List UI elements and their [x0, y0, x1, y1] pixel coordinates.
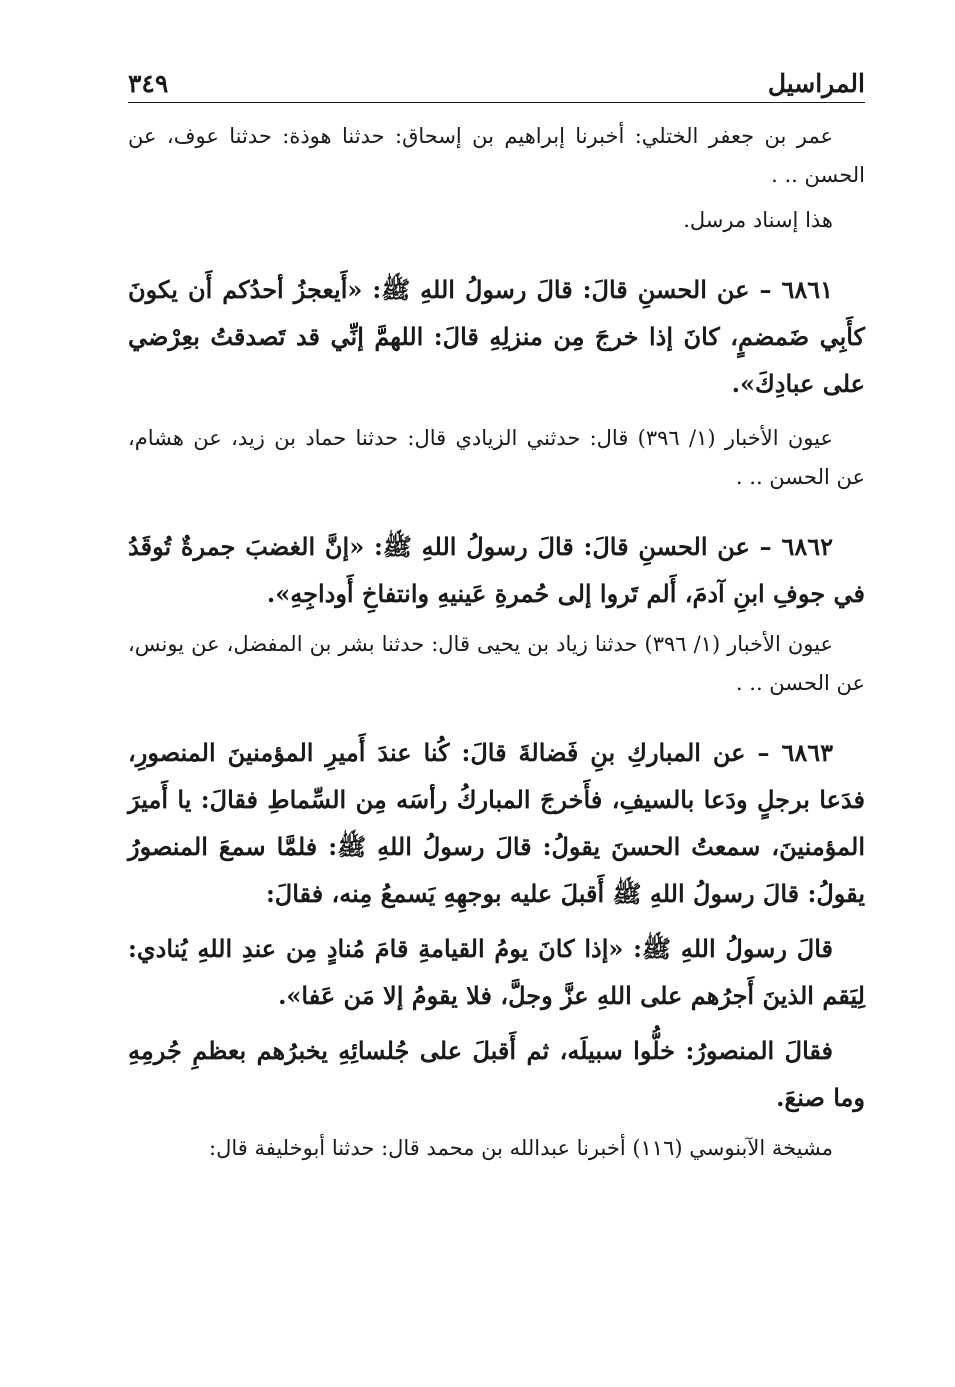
source-note: عيون الأخبار (١/ ٣٩٦) حدثنا زياد بن يحيى قال: حدثنا بشر بن المفضل، عن يونس، عن الحسن .. . — [128, 632, 865, 695]
hadith-continuation: قالَ رسولُ اللهِ ﷺ: «إذا كانَ يومُ القيامةِ قامَ مُنادٍ مِن عندِ اللهِ يُنادي: لِيَقم الذينَ أَجرُهم على اللهِ عزَّ وجلَّ، فلا يقومُ إلا مَن عَفا». — [128, 934, 865, 1010]
hadith-6862: ٦٨٦٢ – عن الحسنِ قالَ: قالَ رسولُ اللهِ ﷺ: «إنَّ الغضبَ جمرةٌ تُوقَدُ في جوفِ ابنِ آدمَ، أَلم تَروا إلى حُمرةِ عَينيهِ وانتفاخِ أَوداجِهِ». — [128, 532, 865, 608]
hadith-6861: ٦٨٦١ – عن الحسنِ قالَ: قالَ رسولُ اللهِ ﷺ: «أَيعجزُ أحدُكم أَن يكونَ كأَبِي ضَمضمٍ، كانَ إذا خرجَ مِن منزلِهِ قالَ: اللهمَّ إنِّي قد تَصدقتُ بعِرْضي على عبادِكَ». — [128, 275, 865, 398]
isnad-note: هذا إسناد مرسل. — [683, 208, 833, 232]
running-header — [128, 58, 865, 103]
hadith-6863: ٦٨٦٣ – عن المباركِ بنِ فَضالةَ قالَ: كُنا عندَ أَميرِ المؤمنينَ المنصورِ، فدَعا برجلٍ ودَعا بالسيفِ، فأَخرجَ المباركُ رأسَه مِن السِّماطِ فقالَ: يا أَميرَ المؤمنينَ، سمعتُ الحسنَ يقولُ: قالَ رسولُ اللهِ ﷺ: فلمَّا سمعَ المنصورُ يقولُ: قالَ رسولُ اللهِ ﷺ أَقبلَ عليه بوجهِهِ يَسمعُ مِنه، فقالَ: — [128, 738, 866, 908]
running-title: المراسيل — [767, 69, 865, 98]
source-note: عمر بن جعفر الختلي: أخبرنا إبراهيم بن إسحاق: حدثنا هوذة: حدثنا عوف، عن الحسن .. . — [128, 124, 865, 187]
book-page — [128, 58, 865, 1168]
source-note: مشيخة الآبنوسي (١١٦) أخبرنا عبدالله بن محمد قال: حدثنا أبوخليفة قال: — [209, 1136, 833, 1160]
page-number: ٣٤٩ — [128, 69, 169, 98]
hadith-continuation: فقالَ المنصورُ: خلُّوا سبيلَه، ثم أَقبلَ على جُلسائِهِ يخبرُهم بعظمِ جُرمِهِ وما صنعَ. — [128, 1036, 865, 1112]
source-note: عيون الأخبار (١/ ٣٩٦) قال: حدثني الزيادي قال: حدثنا حماد بن زيد، عن هشام، عن الحسن .. . — [128, 426, 865, 489]
